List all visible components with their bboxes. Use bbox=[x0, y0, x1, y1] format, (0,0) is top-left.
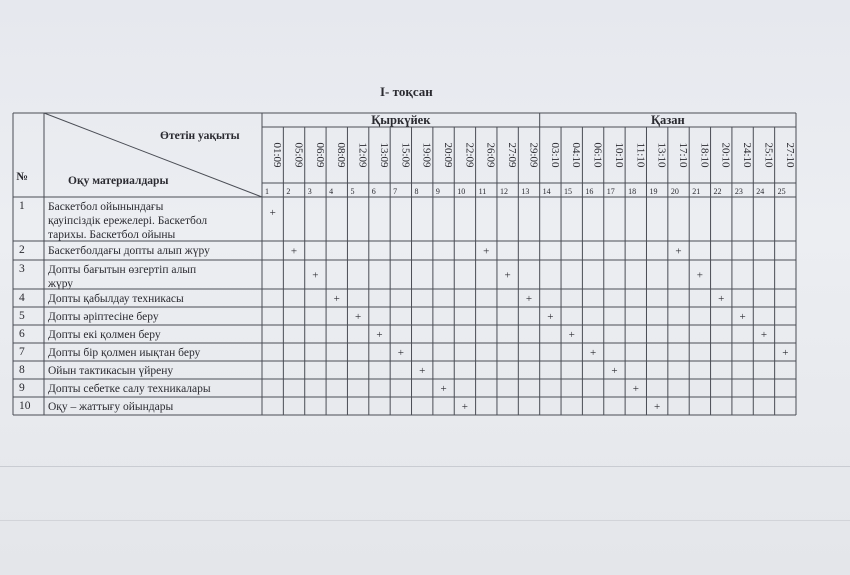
column-number: 25 bbox=[777, 187, 786, 196]
plus-mark: + bbox=[547, 311, 554, 323]
column-number: 8 bbox=[414, 187, 419, 196]
time-header-label: Өтетін уақыты bbox=[160, 130, 240, 142]
date-label: 06:10 bbox=[591, 142, 604, 168]
row-number: 5 bbox=[19, 310, 25, 322]
column-number: 13 bbox=[521, 187, 530, 196]
date-label: 10:10 bbox=[612, 142, 625, 168]
number-sign-header: № bbox=[16, 171, 28, 183]
row-material-text: Баскетболдағы допты алып жүру bbox=[48, 245, 210, 257]
row-number: 9 bbox=[19, 382, 25, 394]
date-label: 08:09 bbox=[335, 142, 348, 168]
row-number: 6 bbox=[19, 328, 25, 340]
date-label: 05:09 bbox=[292, 142, 305, 168]
column-number: 15 bbox=[564, 187, 573, 196]
column-number: 3 bbox=[307, 187, 312, 196]
month-label: Қазан bbox=[650, 113, 685, 127]
column-number: 1 bbox=[265, 187, 269, 196]
plus-mark: + bbox=[760, 329, 768, 341]
date-label: 27:10 bbox=[783, 142, 796, 168]
column-number: 20 bbox=[670, 187, 679, 196]
row-number: 10 bbox=[19, 400, 31, 412]
date-label: 03:10 bbox=[548, 142, 561, 168]
row-material-text: Допты әріптесіне беру bbox=[48, 311, 159, 323]
column-number: 22 bbox=[713, 187, 722, 196]
row-material-text: жүру bbox=[48, 278, 74, 290]
plus-mark: + bbox=[718, 293, 725, 305]
row-material-text: тарихы. Баскетбол ойыны bbox=[48, 229, 176, 241]
plus-mark: + bbox=[504, 269, 511, 282]
column-number: 4 bbox=[329, 187, 334, 196]
date-label: 15:09 bbox=[399, 142, 412, 168]
date-label: 26:09 bbox=[484, 142, 497, 168]
plus-mark: + bbox=[632, 383, 639, 395]
row-material-text: Допты бір қолмен иықтан беру bbox=[48, 347, 201, 359]
date-label: 19:09 bbox=[420, 142, 433, 168]
column-number: 16 bbox=[585, 187, 594, 196]
column-number: 23 bbox=[734, 187, 743, 196]
plus-mark: + bbox=[654, 401, 661, 413]
page-title: I- тоқсан bbox=[380, 84, 433, 99]
date-label: 13:10 bbox=[655, 142, 668, 168]
row-material-text: Допты екі қолмен беру bbox=[48, 329, 161, 341]
row-material-text: Баскетбол ойынындағы bbox=[48, 201, 164, 213]
row-number: 4 bbox=[19, 292, 25, 304]
column-number: 24 bbox=[756, 187, 765, 196]
column-number: 19 bbox=[649, 187, 658, 196]
date-label: 13:09 bbox=[377, 142, 390, 168]
row-material-text: Допты себетке салу техникалары bbox=[48, 383, 211, 395]
date-label: 24:10 bbox=[741, 142, 754, 168]
date-label: 06:09 bbox=[313, 142, 326, 168]
row-material-text: Допты бағытын өзгертіп алып bbox=[48, 264, 197, 276]
date-label: 01:09 bbox=[271, 142, 284, 168]
column-number: 7 bbox=[393, 187, 398, 196]
row-number: 3 bbox=[19, 263, 25, 275]
plus-mark: + bbox=[782, 347, 789, 359]
plus-mark: + bbox=[568, 329, 575, 341]
plus-mark: + bbox=[333, 293, 340, 305]
date-label: 20:09 bbox=[442, 142, 455, 168]
plus-mark: + bbox=[696, 269, 703, 282]
materials-header-label: Оқу материалдары bbox=[68, 175, 169, 187]
plus-mark: + bbox=[525, 293, 533, 305]
plus-mark: + bbox=[376, 329, 383, 341]
plus-mark: + bbox=[269, 207, 276, 219]
row-number: 7 bbox=[19, 346, 25, 358]
plus-mark: + bbox=[312, 269, 319, 282]
row-material-text: Допты қабылдау техникасы bbox=[48, 293, 184, 305]
date-label: 04:10 bbox=[570, 142, 583, 168]
date-label: 11:10 bbox=[634, 142, 647, 168]
plus-mark: + bbox=[483, 245, 490, 258]
column-number: 6 bbox=[371, 187, 376, 196]
plus-mark: + bbox=[440, 383, 447, 395]
column-number: 10 bbox=[457, 187, 466, 196]
column-number: 5 bbox=[350, 187, 355, 196]
plus-mark: + bbox=[461, 401, 469, 413]
column-number: 21 bbox=[692, 187, 701, 196]
plus-mark: + bbox=[739, 311, 746, 323]
date-label: 29:09 bbox=[527, 142, 540, 168]
row-number: 1 bbox=[19, 200, 25, 212]
row-number: 8 bbox=[19, 364, 25, 376]
column-number: 14 bbox=[542, 187, 551, 196]
plus-mark: + bbox=[290, 245, 298, 258]
column-number: 9 bbox=[435, 187, 440, 196]
plus-mark: + bbox=[675, 245, 682, 258]
plus-mark: + bbox=[355, 311, 362, 323]
plus-mark: + bbox=[589, 347, 597, 359]
date-label: 25:10 bbox=[762, 142, 775, 168]
date-label: 27:09 bbox=[506, 142, 519, 168]
row-number: 2 bbox=[19, 244, 25, 256]
date-label: 12:09 bbox=[356, 142, 369, 168]
column-number: 17 bbox=[606, 187, 615, 196]
row-material-text: қауіпсіздік ережелері. Баскетбол bbox=[48, 215, 208, 227]
date-label: 17:10 bbox=[676, 142, 689, 168]
date-label: 22:09 bbox=[463, 142, 476, 168]
date-label: 18:10 bbox=[698, 142, 711, 168]
plus-mark: + bbox=[419, 365, 426, 377]
plus-mark: + bbox=[397, 347, 404, 359]
row-material-text: Оқу – жаттығу ойындары bbox=[48, 401, 174, 413]
plus-mark: + bbox=[611, 365, 618, 377]
column-number: 12 bbox=[499, 187, 508, 196]
date-label: 20:10 bbox=[719, 142, 732, 168]
column-number: 11 bbox=[478, 187, 487, 196]
column-number: 2 bbox=[286, 187, 291, 196]
column-number: 18 bbox=[628, 187, 637, 196]
month-label: Қыркүйек bbox=[371, 113, 431, 127]
row-material-text: Ойын тактикасын үйрену bbox=[48, 365, 174, 377]
